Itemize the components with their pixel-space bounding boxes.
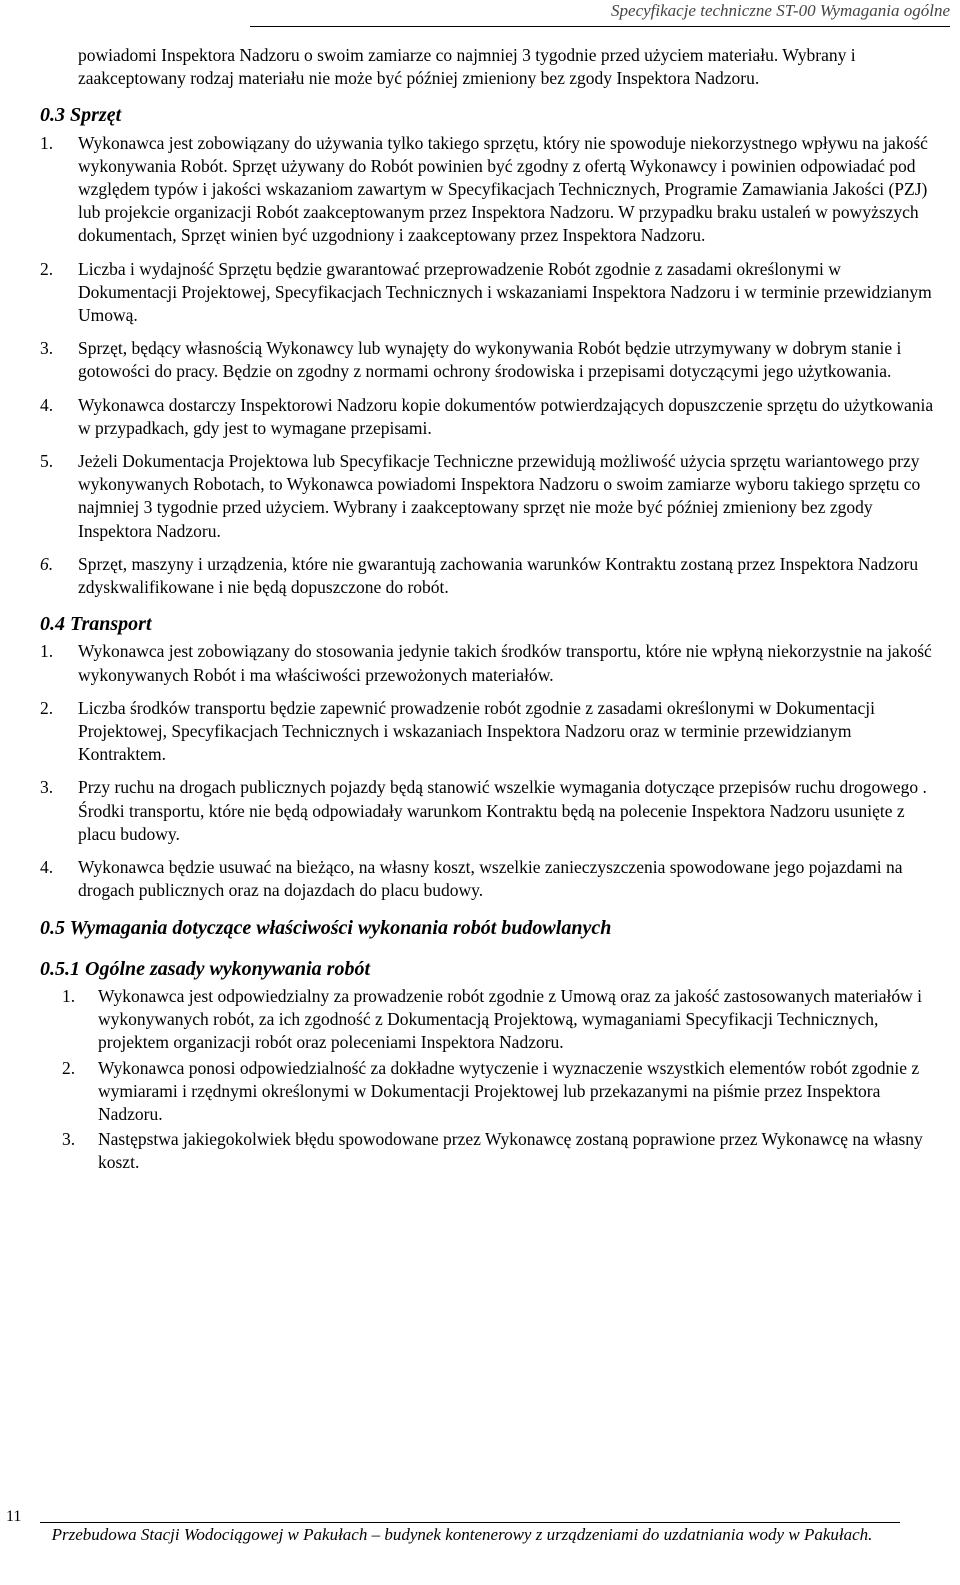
list-item: 1. Wykonawca jest zobowiązany do stosowania jedynie takich środków transportu, które nie wpłyną niekorzystnie na jakość wykonywanych Robót i ma właściwości przewożonych materiałów. bbox=[40, 641, 932, 685]
list-item: 6. Sprzęt, maszyny i urządzenia, które nie gwarantują zachowania warunków Kontraktu zostaną przez Inspektora Nadzoru zdyskwalifikowane i nie będą dopuszczone do robót. bbox=[40, 553, 919, 598]
list-item: 2. Liczba środków transportu będzie zapewnić prowadzenie robót zgodnie z zasadami określonymi w Dokumentacji Projektowej, Specyfikacjach Technicznych i wskazaniach Inspektora Nadzoru oraz w terminie przewidzianym Kontraktem. bbox=[40, 697, 875, 765]
list-item: 4. Wykonawca będzie usuwać na bieżąco, na własny koszt, wszelkie zanieczyszczenia spowodowane jego pojazdami na drogach publicznych oraz na dojazdach do placu budowy. bbox=[40, 857, 903, 901]
sprzet-list bbox=[40, 132, 940, 600]
list-item: 3. Następstwa jakiegokolwiek błędu spowodowane przez Wykonawcę zostaną poprawione przez Wykonawcę na własny koszt. bbox=[62, 1129, 923, 1173]
intro-paragraph: powiadomi Inspektora Nadzoru o swoim zamiarze co najmniej 3 tygodnie przed użyciem materiału. Wybrany i zaakceptowany rodzaj materiału nie może być później zmieniony bez zgody Inspektora Nadzoru. bbox=[78, 45, 856, 89]
list-item: 3. Sprzęt, będący własnością Wykonawcy lub wynajęty do wykonywania Robót będzie utrzymywany w dobrym stanie i gotowości do pracy. Będzie on zgodny z normami ochrony środowiska i przepisami dotyczącymi jego użytkowania. bbox=[40, 338, 902, 382]
list-item: 1. Wykonawca jest zobowiązany do używania tylko takiego sprzętu, który nie spowoduje niekorzystnego wpływu na jakość wykonywania Robót. Sprzęt używany do Robót powinien być zgodny z ofertą Wykonawcy i powinien odpowiadać pod względem typów i jakości wskazaniom zawartym w Specyfikacjach Technicznych, Programie Zamawiania Jakości (PZJ) lub projekcie organizacji Robót zaakceptowanym przez Inspektora Nadzoru. W przypadku braku ustaleń w powyższych dokumentach, Sprzęt winien być uzgodniony i zaakceptowany przez Inspektora Nadzoru. bbox=[40, 132, 928, 246]
document-body bbox=[40, 44, 940, 1185]
footer-text: Przebudowa Stacji Wodociągowej w Pakułach – budynek kontenerowy z urządzeniami do uzdatniania wody w Pakułach. bbox=[51, 1525, 873, 1544]
list-item: 2. Wykonawca ponosi odpowiedzialność za dokładne wytyczenie i wyznaczenie wszystkich elementów robót zgodnie z wymiarami i rzędnymi określonymi w Dokumentacji Projektowej lub przekazanymi na piśmie przez Inspektora Nadzoru. bbox=[62, 1057, 920, 1124]
section-heading-zasady: 0.5.1 Ogólne zasady wykonywania robót bbox=[40, 957, 371, 980]
page-number: 11 bbox=[6, 1508, 22, 1525]
transport-list bbox=[40, 640, 940, 902]
list-item: 1. Wykonawca jest odpowiedzialny za prowadzenie robót zgodnie z Umową oraz za jakość zastosowanych materiałów i wykonywanych robót, za ich zgodność z Dokumentacją Projektową, wymaganiami Specyfikacji Technicznych, projektem organizacji robót oraz poleceniami Inspektora Nadzoru. bbox=[62, 985, 923, 1053]
zasady-list bbox=[40, 985, 940, 1175]
section-heading-wymagania: 0.5 Wymagania dotyczące właściwości wykonania robót budowlanych bbox=[40, 916, 612, 939]
page-header: Specyfikacje techniczne ST-00 Wymagania ogólne bbox=[250, 0, 950, 27]
list-item: 5. Jeżeli Dokumentacja Projektowa lub Specyfikacje Techniczne przewidują możliwość użycia sprzętu wariantowego przy wykonywanych Robotach, to Wykonawca powiadomi Inspektora Nadzoru o swoim zamiarze wyboru takiego sprzętu co najmniej 3 tygodnie przed użyciem. Wybrany i zaakceptowany sprzęt nie może być później zmieniony bez zgody Inspektora Nadzoru. bbox=[40, 451, 921, 541]
section-heading-transport: 0.4 Transport bbox=[40, 613, 152, 636]
section-heading-sprzet: 0.3 Sprzęt bbox=[40, 104, 122, 127]
list-item: 3. Przy ruchu na drogach publicznych pojazdy będą stanowić wszelkie wymagania dotyczące przepisów ruchu drogowego . Środki transportu, które nie będą odpowiadały warunkom Kontraktu będą na polecenie Inspektora Nadzoru usunięte z placu budowy. bbox=[40, 777, 927, 844]
footer-divider bbox=[40, 1522, 900, 1523]
list-item: 4. Wykonawca dostarczy Inspektorowi Nadzoru kopie dokumentów potwierdzających dopuszczenie sprzętu do użytkowania w przypadkach, gdy jest to wymagane przepisami. bbox=[40, 394, 934, 438]
list-item: 2. Liczba i wydajność Sprzętu będzie gwarantować przeprowadzenie Robót zgodnie z zasadami określonymi w Dokumentacji Projektowej, Specyfikacjach Technicznych i wskazaniami Inspektora Nadzoru i w terminie przewidzianym Umową. bbox=[40, 258, 932, 326]
